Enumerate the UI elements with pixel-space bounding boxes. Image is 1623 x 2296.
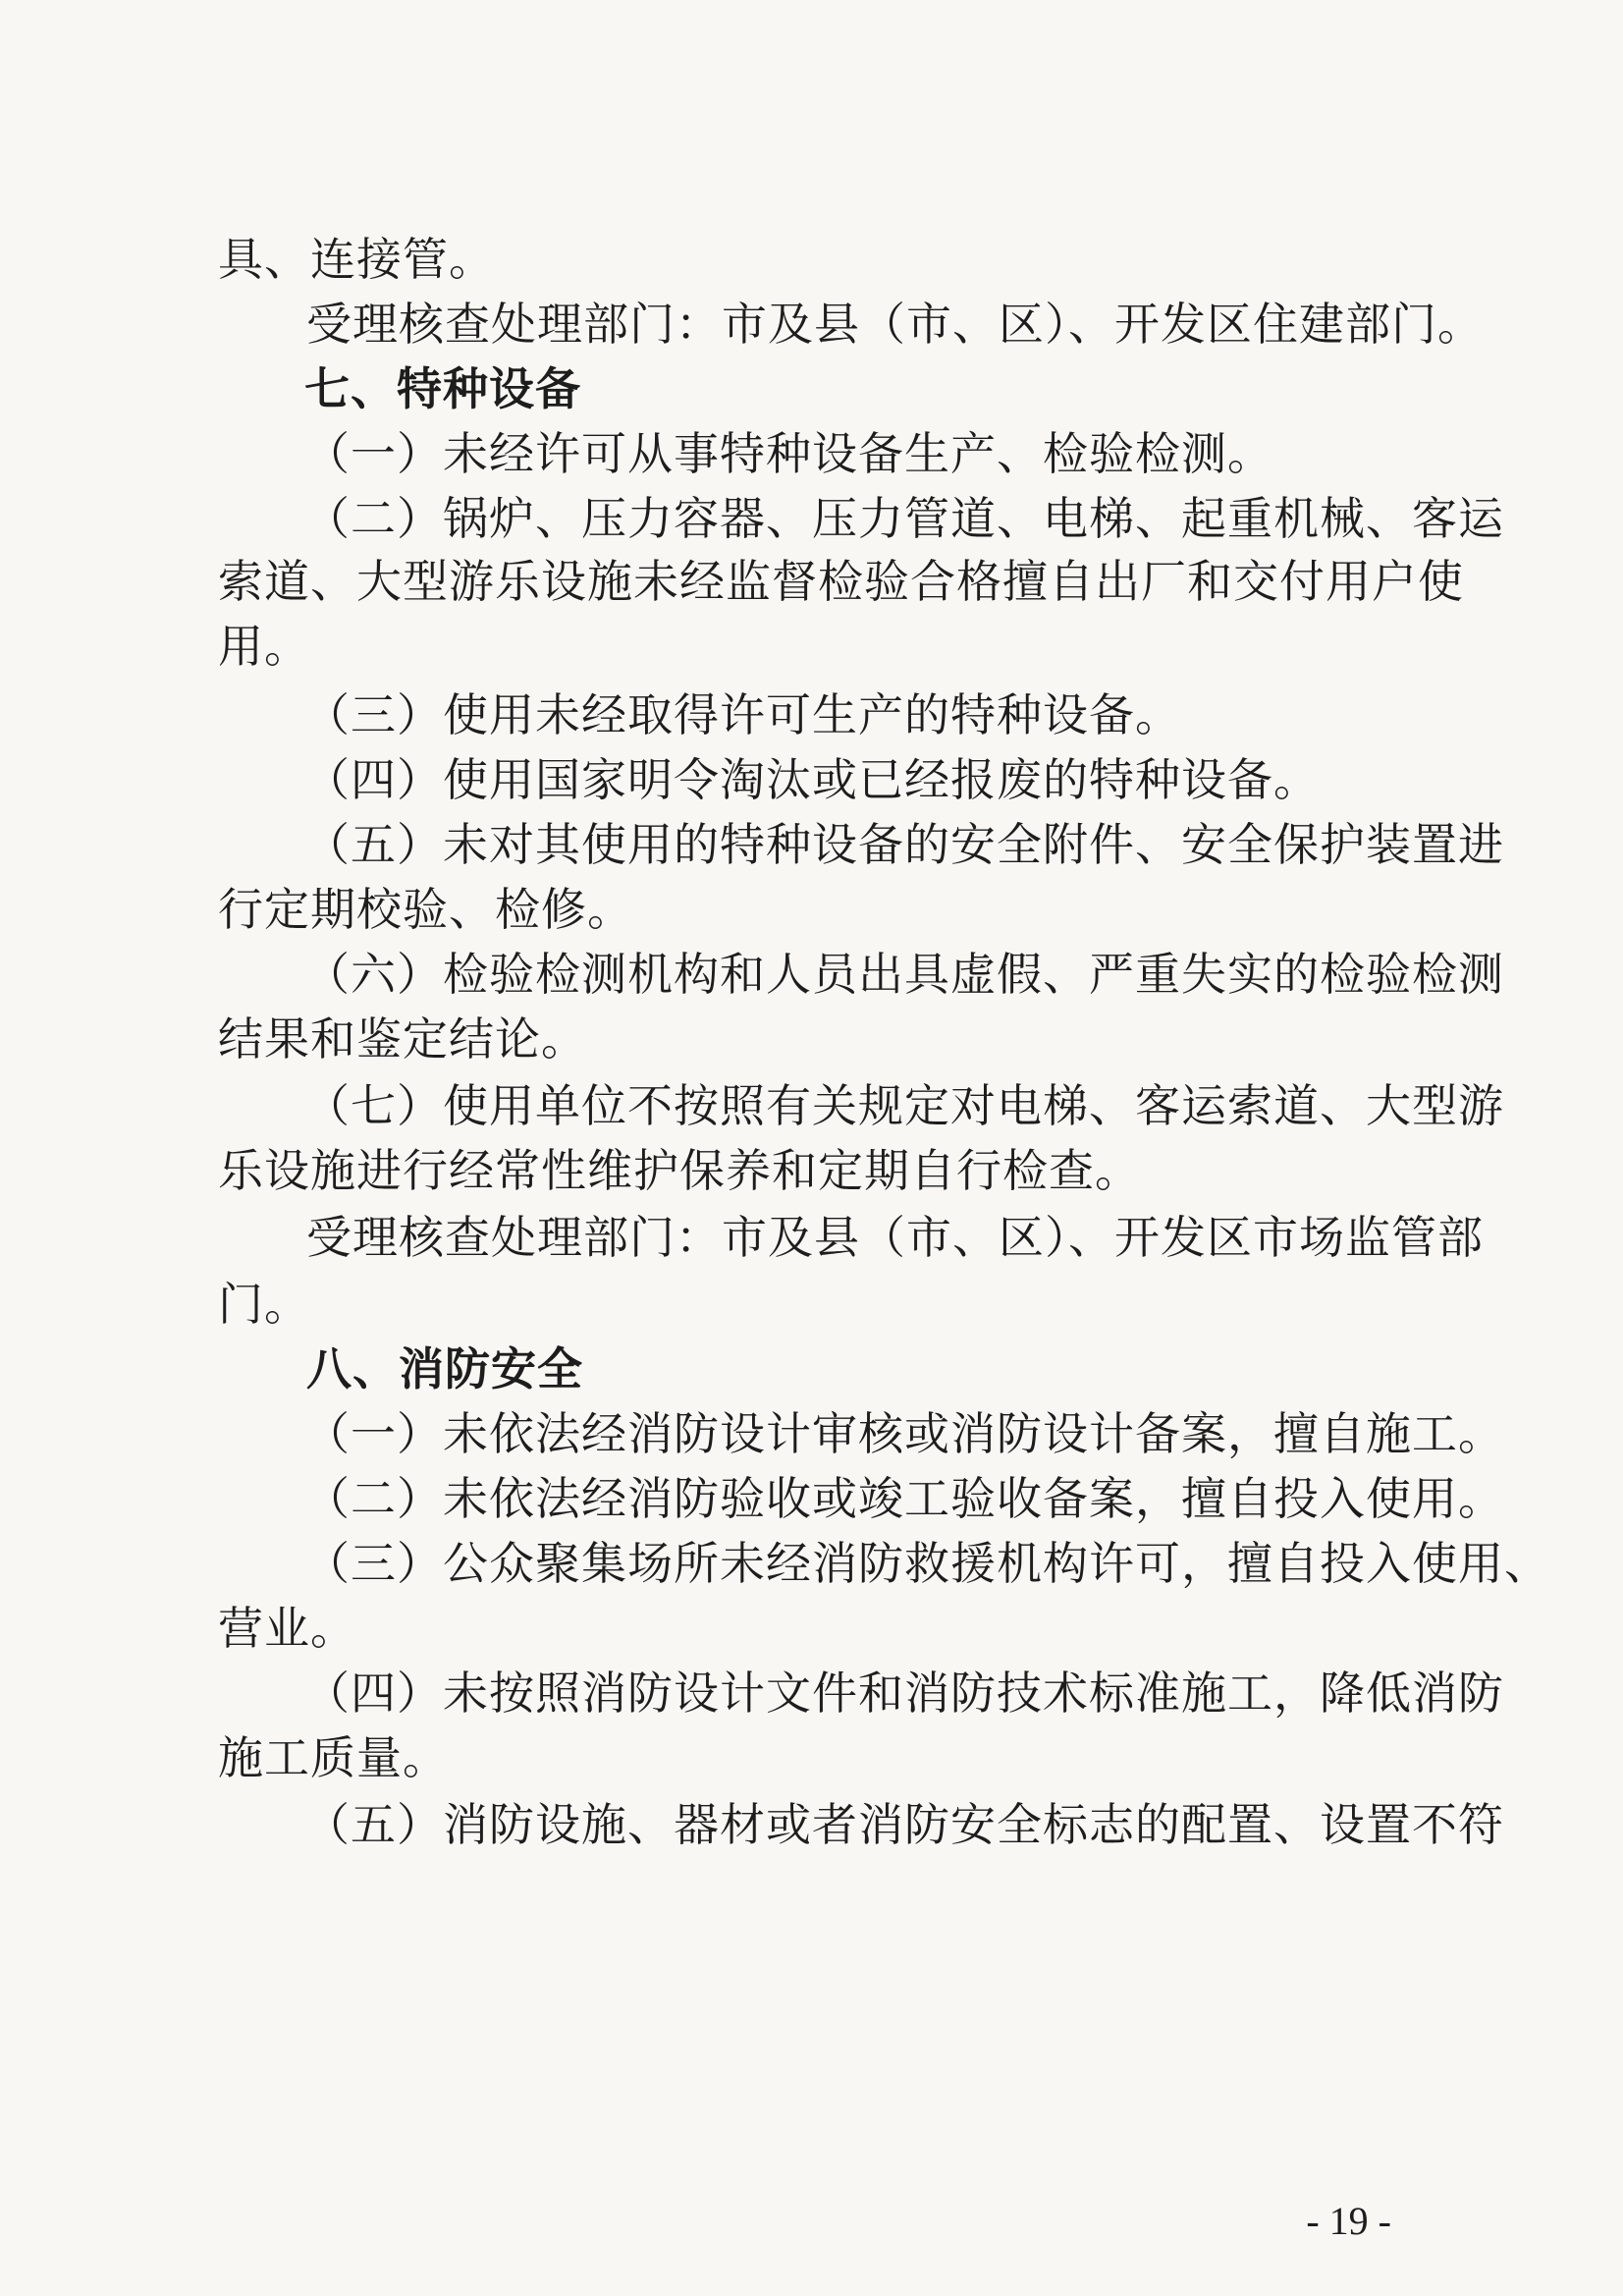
text-line: 乐设施进行经常性维护保养和定期自行检查。 [218,1144,1141,1197]
text-line: （二）锅炉、压力容器、压力管道、电梯、起重机械、客运 [304,492,1504,545]
text-line: （七）使用单位不按照有关规定对电梯、客运索道、大型游 [304,1079,1504,1132]
page-number: - 19 - [1306,2199,1391,2243]
text-line: 门。 [218,1278,310,1331]
text-line: 索道、大型游乐设施未经监督检验合格擅自出厂和交付用户使 [218,555,1464,608]
text-line: 行定期校验、检修。 [218,883,633,936]
text-line: （一）未经许可从事特种设备生产、检验检测。 [304,427,1273,480]
text-line: （四）未按照消防设计文件和消防技术标准施工，降低消防 [304,1667,1504,1720]
text-line: （四）使用国家明令淘汰或已经报废的特种设备。 [304,753,1320,806]
text-line: 营业。 [218,1602,356,1655]
text-line: （三）使用未经取得许可生产的特种设备。 [304,688,1181,741]
text-line: （六）检验检测机构和人员出具虚假、严重失实的检验检测 [304,948,1504,1001]
text-line: 用。 [218,620,310,673]
text-line: 结果和鉴定结论。 [218,1012,587,1066]
text-line: 施工质量。 [218,1731,449,1784]
text-line: （二）未依法经消防验收或竣工验收备案，擅自投入使用。 [304,1472,1504,1525]
text-line: （五）消防设施、器材或者消防安全标志的配置、设置不符 [304,1798,1504,1851]
text-line: （三）公众聚集场所未经消防救援机构许可，擅自投入使用、 [304,1537,1550,1590]
section-heading-fire-safety: 八、消防安全 [306,1342,583,1395]
department-line: 受理核查处理部门：市及县（市、区）、开发区市场监管部 [306,1211,1484,1264]
text-line: （五）未对其使用的特种设备的安全附件、安全保护装置进 [304,818,1504,871]
section-heading-special-equipment: 七、特种设备 [304,362,581,415]
text-line: （一）未依法经消防设计审核或消防设计备案，擅自施工。 [304,1407,1504,1460]
department-line: 受理核查处理部门：市及县（市、区）、开发区住建部门。 [306,298,1484,351]
text-line: 具、连接管。 [218,233,495,286]
